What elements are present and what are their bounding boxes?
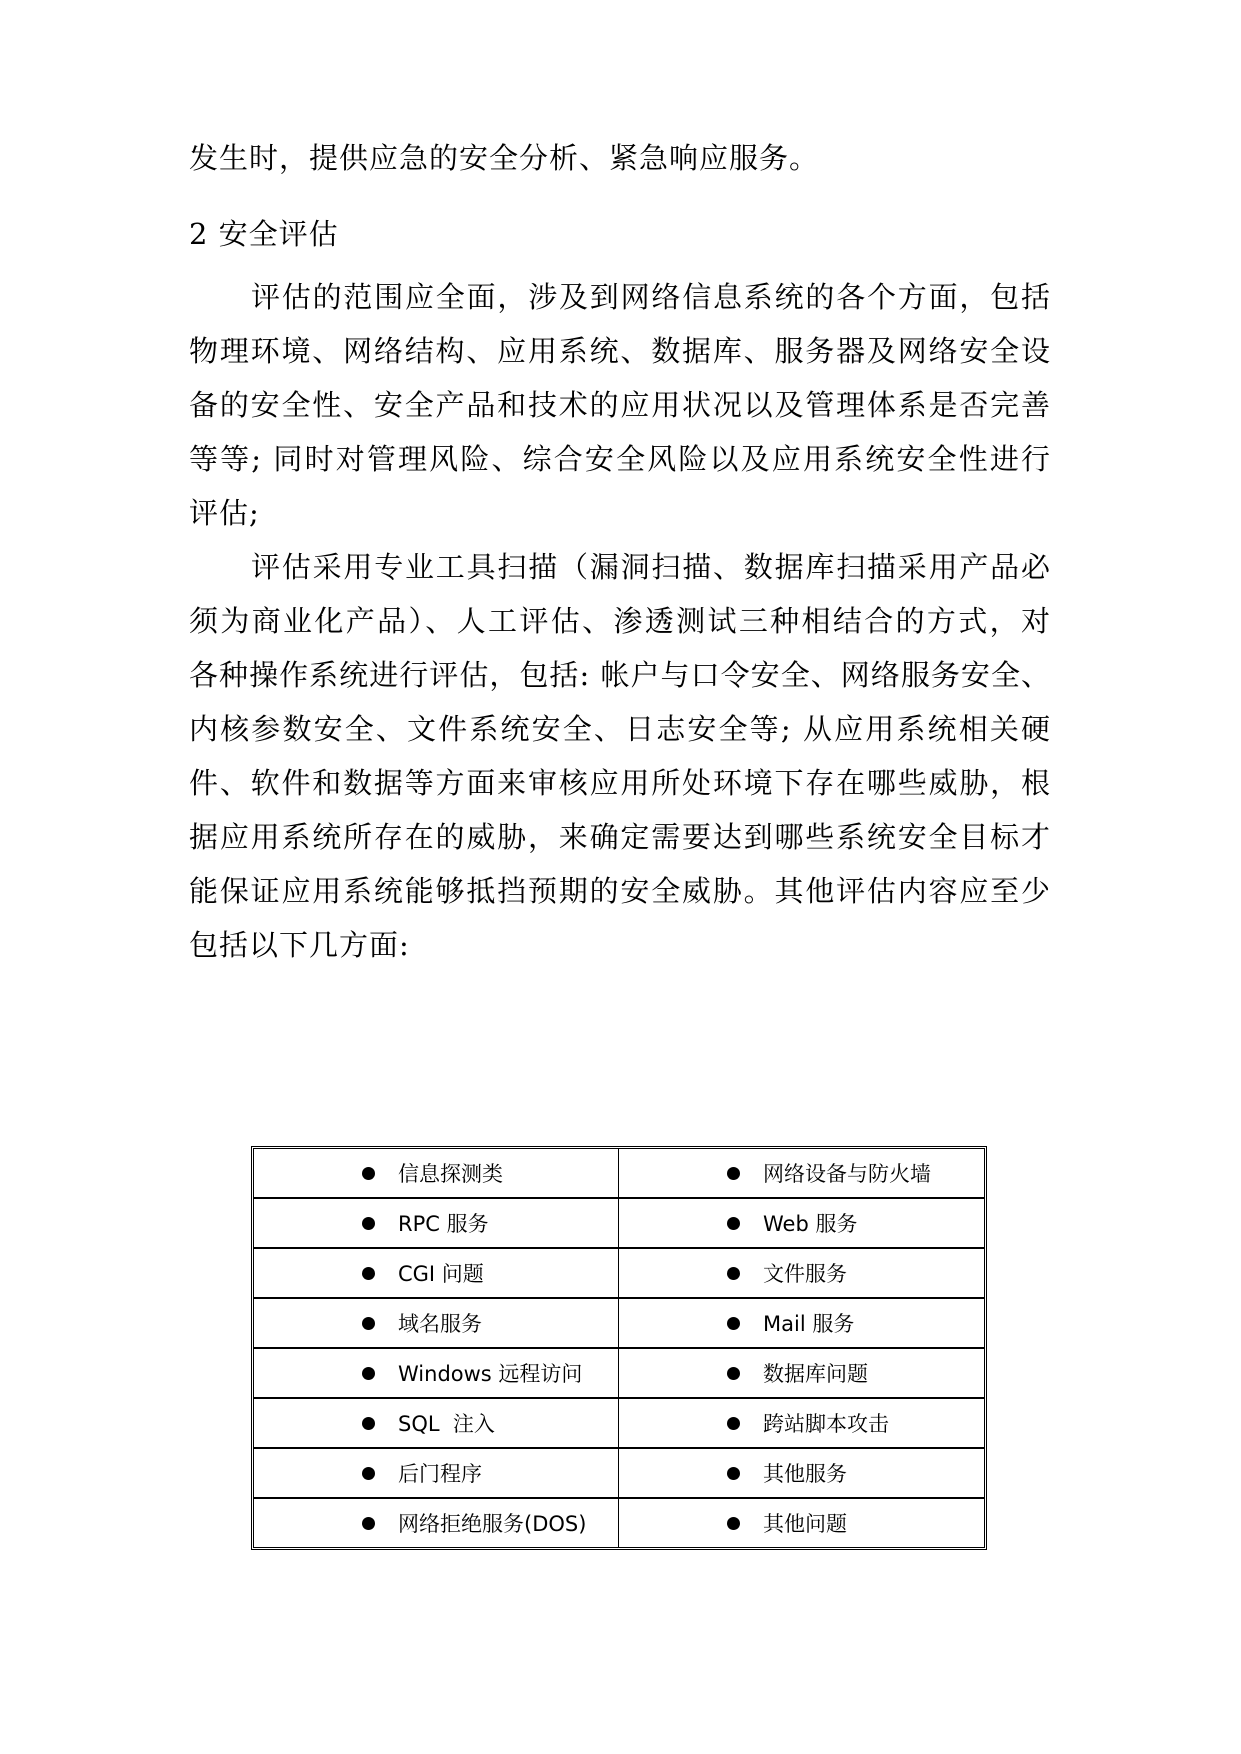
item-label: 其他服务 [763,1462,847,1486]
bullet-icon [362,1317,375,1330]
paragraph-line: 能保证应用系统能够抵挡预期的安全威胁。其他评估内容应至少 [189,874,1051,908]
paragraph-line: 评估的范围应全面，涉及到网络信息系统的各个方面，包括 [251,280,1051,314]
bullet-icon [362,1217,375,1230]
item-label: 域名服务 [398,1312,482,1336]
table-row [254,1499,984,1547]
paragraph-continuation: 发生时，提供应急的安全分析、紧急响应服务。 [189,141,820,175]
paragraph-line: 等等; 同时对管理风险、综合安全风险以及应用系统安全性进行 [189,442,1051,476]
table-row [254,1349,984,1399]
item-label: 其他问题 [763,1512,847,1536]
table-cell [254,1149,619,1199]
table-cell [619,1299,984,1349]
table-row [254,1249,984,1299]
paragraph-line: 件、软件和数据等方面来审核应用所处环境下存在哪些威胁，根 [189,766,1051,800]
paragraph-line: 须为商业化产品）、人工评估、渗透测试三种相结合的方式，对 [189,604,1051,638]
paragraph-line: 包括以下几方面: [189,928,410,962]
item-label: CGI 问题 [398,1262,484,1286]
bullet-icon [362,1517,375,1530]
table-cell [619,1149,984,1199]
paragraph-line: 物理环境、网络结构、应用系统、数据库、服务器及网络安全设 [189,334,1051,368]
bullet-icon [727,1167,740,1180]
table-cell [619,1199,984,1249]
table-cell [254,1449,619,1499]
table-row [254,1449,984,1499]
item-label: 网络设备与防火墙 [763,1162,931,1186]
item-label: RPC 服务 [398,1212,489,1236]
bullet-icon [362,1367,375,1380]
bullet-icon [727,1217,740,1230]
item-label: 网络拒绝服务(DOS) [398,1512,587,1536]
table-row [254,1149,984,1199]
bullet-icon [727,1267,740,1280]
bullet-icon [727,1317,740,1330]
table-cell [254,1399,619,1449]
item-label: 数据库问题 [763,1362,868,1386]
paragraph-line: 各种操作系统进行评估，包括: 帐户与口令安全、网络服务安全、 [189,658,1051,692]
item-label: Web 服务 [763,1212,858,1236]
bullet-icon [727,1417,740,1430]
table-cell [619,1499,984,1547]
table-cell [619,1249,984,1299]
bullet-icon [362,1267,375,1280]
table-cell [254,1199,619,1249]
table-row [254,1399,984,1449]
bullet-icon [727,1517,740,1530]
section-heading: 2 安全评估 [189,217,339,251]
table-cell [619,1449,984,1499]
table-cell [254,1499,619,1547]
item-label: SQL 注入 [398,1412,495,1436]
bullet-icon [727,1367,740,1380]
bullet-icon [362,1167,375,1180]
table-cell [254,1249,619,1299]
table-cell [619,1349,984,1399]
table-cell [619,1399,984,1449]
paragraph-line: 评估采用专业工具扫描（漏洞扫描、数据库扫描采用产品必 [251,550,1051,584]
paragraph-line: 据应用系统所存在的威胁，来确定需要达到哪些系统安全目标才 [189,820,1051,854]
paragraph-line: 评估; [189,496,260,530]
paragraph-line: 备的安全性、安全产品和技术的应用状况以及管理体系是否完善 [189,388,1051,422]
item-label: 信息探测类 [398,1162,503,1186]
table-cell [254,1349,619,1399]
paragraph-line: 内核参数安全、文件系统安全、日志安全等; 从应用系统相关硬 [189,712,1051,746]
item-label: 文件服务 [763,1262,847,1286]
bullet-icon [727,1467,740,1480]
bullet-icon [362,1467,375,1480]
bullet-icon [362,1417,375,1430]
table-cell [254,1299,619,1349]
assessment-items-table [251,1146,987,1550]
item-label: Windows 远程访问 [398,1362,583,1386]
item-label: Mail 服务 [763,1312,855,1336]
item-label: 跨站脚本攻击 [763,1412,889,1436]
item-label: 后门程序 [398,1462,482,1486]
table-row [254,1199,984,1249]
table-row [254,1299,984,1349]
